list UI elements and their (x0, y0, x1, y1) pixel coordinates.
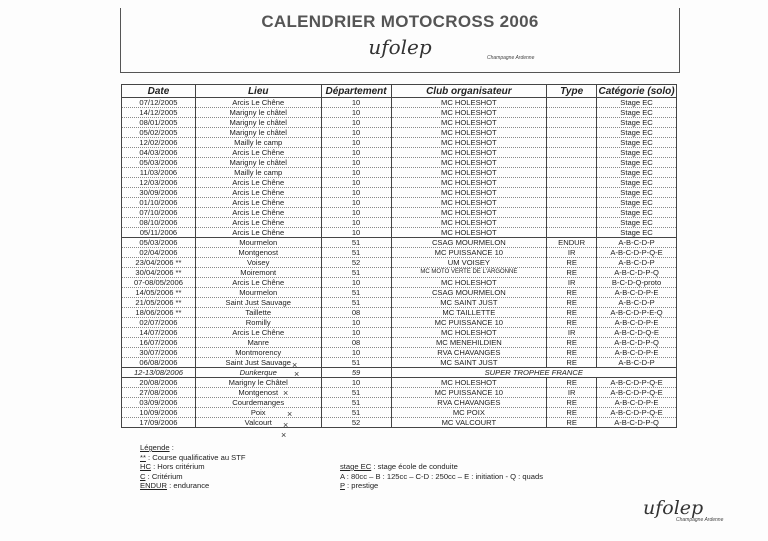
cell-lieu: Courdemanges (195, 398, 321, 408)
cell-type: RE (547, 298, 597, 308)
cell-date: 16/07/2006 (122, 338, 196, 348)
ufolep-logo-subtitle: Champagne Ardenne (487, 55, 535, 61)
cell-date: 12/02/2006 (122, 138, 196, 148)
cell-type: IR (547, 328, 597, 338)
cell-type: RE (547, 318, 597, 328)
cell-departement: 10 (321, 328, 391, 338)
cell-type: ENDUR (547, 238, 597, 248)
cell-type (547, 188, 597, 198)
cell-club: MC SAINT JUST (391, 298, 547, 308)
cell-club: MC HOLESHOT (391, 328, 547, 338)
cell-departement: 08 (321, 338, 391, 348)
col-header-lieu: Lieu (195, 85, 321, 98)
cell-categorie: A-B-C-D-P (597, 298, 677, 308)
cell-type (547, 108, 597, 118)
cell-lieu: Montmorency (195, 348, 321, 358)
table-row (122, 208, 677, 218)
cell-club: MC HOLESHOT (391, 208, 547, 218)
cell-departement: 10 (321, 128, 391, 138)
cell-date: 11/03/2006 (122, 168, 196, 178)
cell-categorie: Stage EC (597, 208, 677, 218)
legend-line: ** : Course qualificative au STF (140, 452, 246, 462)
col-header-date: Date (122, 85, 196, 98)
cell-categorie: Stage EC (597, 178, 677, 188)
cell-categorie: A-B-C-D-P (597, 358, 677, 368)
cell-type: RE (547, 418, 597, 428)
cell-club: CSAG MOURMELON (391, 238, 547, 248)
cell-departement: 51 (321, 248, 391, 258)
table-body (122, 98, 677, 428)
cell-departement: 51 (321, 408, 391, 418)
cell-type: IR (547, 278, 597, 288)
legend-line: A : 80cc – B : 125cc – C-D : 250cc – E : initiation - Q : quads (340, 471, 544, 481)
cell-club: MC PUISSANCE 10 (391, 248, 547, 258)
cell-club: MC HOLESHOT (391, 278, 547, 288)
table-row (122, 288, 677, 298)
cell-club: MC PUISSANCE 10 (391, 318, 547, 328)
cell-club: MC PUISSANCE 10 (391, 388, 547, 398)
cell-lieu: Mourmelon (195, 238, 321, 248)
cell-type: RE (547, 308, 597, 318)
cell-lieu: Montgenost (195, 248, 321, 258)
cell-date: 02/04/2006 (122, 248, 196, 258)
cell-lieu: Saint Just Sauvage (195, 298, 321, 308)
cell-categorie: Stage EC (597, 118, 677, 128)
page-title: CALENDRIER MOTOCROSS 2006 (261, 12, 539, 31)
cell-departement: 10 (321, 228, 391, 238)
cell-categorie: A-B-C-D-P-Q (597, 268, 677, 278)
cell-date: 05/11/2006 (122, 228, 196, 238)
cell-type (547, 148, 597, 158)
legend-right (340, 462, 543, 491)
handwritten-check-mark: × (287, 409, 293, 419)
table-row (122, 358, 677, 368)
cell-lieu: Mailly le camp (195, 168, 321, 178)
cell-departement: 10 (321, 198, 391, 208)
cell-departement: 10 (321, 278, 391, 288)
cell-club: MC HOLESHOT (391, 118, 547, 128)
cell-type: RE (547, 408, 597, 418)
cell-departement: 52 (321, 418, 391, 428)
cell-categorie: A-B-C-D-P-Q (597, 418, 677, 428)
table-row (122, 318, 677, 328)
cell-lieu: Valcourt (195, 418, 321, 428)
calendar-table (121, 84, 677, 428)
handwritten-check-mark: × (283, 420, 289, 430)
legend-line: HC : Hors critérium (140, 462, 205, 471)
cell-lieu: Dunkerque (195, 368, 321, 378)
ufolep-logo: ufolep (368, 35, 432, 59)
cell-date: 05/03/2006 (122, 158, 196, 168)
legend-line: P : prestige (340, 481, 379, 490)
legend-line: C : Critérium (140, 471, 183, 481)
cell-date: 02/07/2006 (122, 318, 196, 328)
cell-departement: 51 (321, 268, 391, 278)
cell-type: RE (547, 358, 597, 368)
cell-categorie: A-B-C-D-P-E (597, 398, 677, 408)
cell-date: 01/10/2006 (122, 198, 196, 208)
table-row (122, 378, 677, 388)
cell-date: 14/07/2006 (122, 328, 196, 338)
cell-date: 07/12/2005 (122, 98, 196, 108)
cell-lieu: Arcis Le Chêne (195, 178, 321, 188)
legend-title: Légende (140, 443, 170, 452)
cell-date: 06/08/2006 (122, 358, 196, 368)
cell-departement: 10 (321, 158, 391, 168)
cell-lieu: Taillette (195, 308, 321, 318)
cell-type (547, 98, 597, 108)
cell-type: RE (547, 258, 597, 268)
cell-departement: 59 (321, 368, 391, 378)
cell-date: 08/10/2006 (122, 218, 196, 228)
cell-lieu: Arcis Le Chêne (195, 278, 321, 288)
cell-departement: 10 (321, 188, 391, 198)
cell-categorie: A-B-C-D-P-Q-E (597, 408, 677, 418)
cell-club: MC HOLESHOT (391, 128, 547, 138)
cell-date: 12/03/2006 (122, 178, 196, 188)
cell-club: MC HOLESHOT (391, 178, 547, 188)
table-row (122, 158, 677, 168)
cell-date: 05/02/2005 (122, 128, 196, 138)
cell-club: MC HOLESHOT (391, 158, 547, 168)
cell-type: RE (547, 378, 597, 388)
cell-lieu: Moiremont (195, 268, 321, 278)
col-header-categorie: Catégorie (solo) (598, 85, 675, 97)
table-row (122, 248, 677, 258)
handwritten-check-mark: × (281, 430, 287, 440)
cell-categorie: Stage EC (597, 128, 677, 138)
cell-type: RE (547, 268, 597, 278)
cell-categorie: Stage EC (597, 188, 677, 198)
cell-type (547, 198, 597, 208)
cell-categorie: Stage EC (597, 218, 677, 228)
table-row (122, 408, 677, 418)
table-row (122, 338, 677, 348)
cell-lieu: Marigny le châtel (195, 118, 321, 128)
cell-lieu: Manre (195, 338, 321, 348)
cell-date: 08/01/2005 (122, 118, 196, 128)
cell-club: MC VALCOURT (391, 418, 547, 428)
table-row (122, 268, 677, 278)
table-row (122, 188, 677, 198)
cell-club: MC HOLESHOT (391, 228, 547, 238)
cell-lieu: Arcis Le Chêne (195, 208, 321, 218)
cell-date: 07/10/2006 (122, 208, 196, 218)
cell-club: MC POIX (391, 408, 547, 418)
cell-date: 30/04/2006 ** (122, 268, 196, 278)
cell-lieu: Marigny le Châtel (195, 378, 321, 388)
col-header-departement: Département (321, 85, 391, 98)
cell-date: 10/09/2006 (122, 408, 196, 418)
cell-type (547, 178, 597, 188)
table-header-row (122, 85, 677, 98)
cell-club: MC HOLESHOT (391, 98, 547, 108)
cell-club: MC SAINT JUST (391, 358, 547, 368)
cell-departement: 10 (321, 348, 391, 358)
cell-date: 21/05/2006 ** (122, 298, 196, 308)
handwritten-check-mark: × (294, 369, 300, 379)
cell-lieu: Arcis Le Chêne (195, 198, 321, 208)
cell-date: 23/04/2006 ** (122, 258, 196, 268)
legend-line: stage EC : stage école de conduite (340, 462, 458, 471)
cell-departement: 10 (321, 148, 391, 158)
cell-departement: 51 (321, 398, 391, 408)
cell-departement: 10 (321, 208, 391, 218)
table-row (122, 168, 677, 178)
cell-type (547, 128, 597, 138)
cell-lieu: Voisey (195, 258, 321, 268)
cell-departement: 51 (321, 358, 391, 368)
cell-lieu: Marigny le châtel (195, 108, 321, 118)
cell-club: MC HOLESHOT (391, 168, 547, 178)
cell-departement: 51 (321, 288, 391, 298)
cell-club: MC HOLESHOT (391, 138, 547, 148)
cell-lieu: Poix (195, 408, 321, 418)
cell-date: 04/03/2006 (122, 148, 196, 158)
cell-departement: 52 (321, 258, 391, 268)
cell-lieu: Mailly le camp (195, 138, 321, 148)
cell-categorie: Stage EC (597, 168, 677, 178)
table-row (122, 308, 677, 318)
cell-categorie: Stage EC (597, 158, 677, 168)
table-row (122, 418, 677, 428)
cell-type: RE (547, 398, 597, 408)
cell-categorie: A-B-C-D-P (597, 238, 677, 248)
cell-categorie: Stage EC (597, 228, 677, 238)
cell-categorie: Stage EC (597, 108, 677, 118)
table-row (122, 128, 677, 138)
col-header-club: Club organisateur (391, 85, 547, 98)
cell-date: 14/05/2006 ** (122, 288, 196, 298)
footer-ufolep-logo: ufolep (643, 497, 704, 519)
cell-lieu: Arcis Le Chêne (195, 98, 321, 108)
footer-logo-subtitle: Champagne Ardenne (676, 517, 724, 523)
cell-departement: 10 (321, 138, 391, 148)
table-row (122, 278, 677, 288)
cell-categorie: Stage EC (597, 138, 677, 148)
cell-club: UM VOISEY (391, 258, 547, 268)
cell-categorie: A-B-C-D-P-E (597, 318, 677, 328)
cell-departement: 10 (321, 168, 391, 178)
table-row (122, 108, 677, 118)
table-row (122, 198, 677, 208)
table-row (122, 148, 677, 158)
cell-date: 27/08/2006 (122, 388, 196, 398)
cell-date: 30/09/2006 (122, 188, 196, 198)
cell-lieu: Saint Just Sauvage (195, 358, 321, 368)
cell-categorie: A-B-C-D-P-E (597, 348, 677, 358)
cell-date: 17/09/2006 (122, 418, 196, 428)
table-row (122, 328, 677, 338)
cell-club: MC TAILLETTE (391, 308, 547, 318)
cell-club: MC HOLESHOT (391, 198, 547, 208)
cell-date: 18/06/2006 ** (122, 308, 196, 318)
cell-type (547, 228, 597, 238)
cell-categorie: A-B-C-D-Q-E (597, 328, 677, 338)
cell-departement: 08 (321, 308, 391, 318)
cell-date: 14/12/2005 (122, 108, 196, 118)
cell-type (547, 158, 597, 168)
cell-type (547, 118, 597, 128)
cell-categorie: A-B-C-D-P (597, 258, 677, 268)
table-row (122, 368, 677, 378)
table-row (122, 98, 677, 108)
cell-categorie: A-B-C-D-P-Q (597, 338, 677, 348)
table-row (122, 228, 677, 238)
cell-type: RE (547, 338, 597, 348)
cell-lieu: Marigny le châtel (195, 158, 321, 168)
cell-club: MC MOTO VERTE DE L'ARGONNE (391, 268, 547, 278)
cell-lieu: Marigny le châtel (195, 128, 321, 138)
cell-type (547, 218, 597, 228)
cell-departement: 10 (321, 178, 391, 188)
cell-categorie: Stage EC (597, 98, 677, 108)
cell-type: IR (547, 388, 597, 398)
cell-lieu: Romilly (195, 318, 321, 328)
cell-type (547, 208, 597, 218)
cell-lieu: Arcis Le Chêne (195, 148, 321, 158)
cell-departement: 10 (321, 378, 391, 388)
cell-departement: 10 (321, 318, 391, 328)
table-row (122, 138, 677, 148)
table-row (122, 388, 677, 398)
cell-date: 07-08/05/2006 (122, 278, 196, 288)
cell-type: RE (547, 288, 597, 298)
cell-departement: 10 (321, 108, 391, 118)
handwritten-check-mark: × (283, 388, 289, 398)
cell-departement: 10 (321, 118, 391, 128)
table-row (122, 398, 677, 408)
cell-lieu: Arcis Le Chêne (195, 228, 321, 238)
cell-event: SUPER TROPHEE FRANCE (391, 368, 676, 378)
cell-type (547, 138, 597, 148)
table-row (122, 258, 677, 268)
col-header-type: Type (547, 85, 597, 98)
cell-club: MC HOLESHOT (391, 148, 547, 158)
cell-lieu: Arcis Le Chêne (195, 218, 321, 228)
table-row (122, 298, 677, 308)
cell-club: MC HOLESHOT (391, 188, 547, 198)
cell-club: MC HOLESHOT (391, 218, 547, 228)
cell-lieu: Arcis Le Chêne (195, 188, 321, 198)
cell-departement: 10 (321, 218, 391, 228)
cell-lieu: Mourmelon (195, 288, 321, 298)
handwritten-check-mark: × (292, 360, 298, 370)
title-box (120, 8, 680, 73)
cell-categorie: A-B-C-D-P-E-Q (597, 308, 677, 318)
cell-date: 20/08/2006 (122, 378, 196, 388)
table-row (122, 348, 677, 358)
cell-date: 30/07/2006 (122, 348, 196, 358)
cell-categorie: A-B-C-D-P-Q-E (597, 378, 677, 388)
cell-club: RVA CHAVANGES (391, 348, 547, 358)
cell-club: CSAG MOURMELON (391, 288, 547, 298)
cell-categorie: Stage EC (597, 198, 677, 208)
cell-departement: 51 (321, 238, 391, 248)
table-row (122, 118, 677, 128)
cell-date: 03/09/2006 (122, 398, 196, 408)
cell-club: MC HOLESHOT (391, 108, 547, 118)
table-row (122, 178, 677, 188)
cell-lieu: Arcis Le Chêne (195, 328, 321, 338)
cell-categorie: A-B-C-D-P-E (597, 288, 677, 298)
cell-club: RVA CHAVANGES (391, 398, 547, 408)
cell-type: IR (547, 248, 597, 258)
cell-date: 12-13/08/2006 (122, 368, 196, 378)
cell-departement: 51 (321, 388, 391, 398)
cell-categorie: A-B-C-D-P-Q-E (597, 388, 677, 398)
cell-departement: 10 (321, 98, 391, 108)
cell-lieu: Montgenost (195, 388, 321, 398)
cell-date: 05/03/2006 (122, 238, 196, 248)
table-row (122, 238, 677, 248)
cell-type (547, 168, 597, 178)
legend: Légende : ** : Course qualificative au STF HC : Hors critérium C : Critérium ENDUR : endurance (140, 443, 246, 490)
cell-club: MC MENEHILDIEN (391, 338, 547, 348)
cell-type: RE (547, 348, 597, 358)
cell-categorie: B-C-D-Q-proto (597, 278, 677, 288)
cell-club: MC HOLESHOT (391, 378, 547, 388)
cell-categorie: A-B-C-D-P-Q-E (597, 248, 677, 258)
table-row (122, 218, 677, 228)
legend-line: ENDUR : endurance (140, 481, 210, 490)
cell-categorie: Stage EC (597, 148, 677, 158)
cell-departement: 51 (321, 298, 391, 308)
